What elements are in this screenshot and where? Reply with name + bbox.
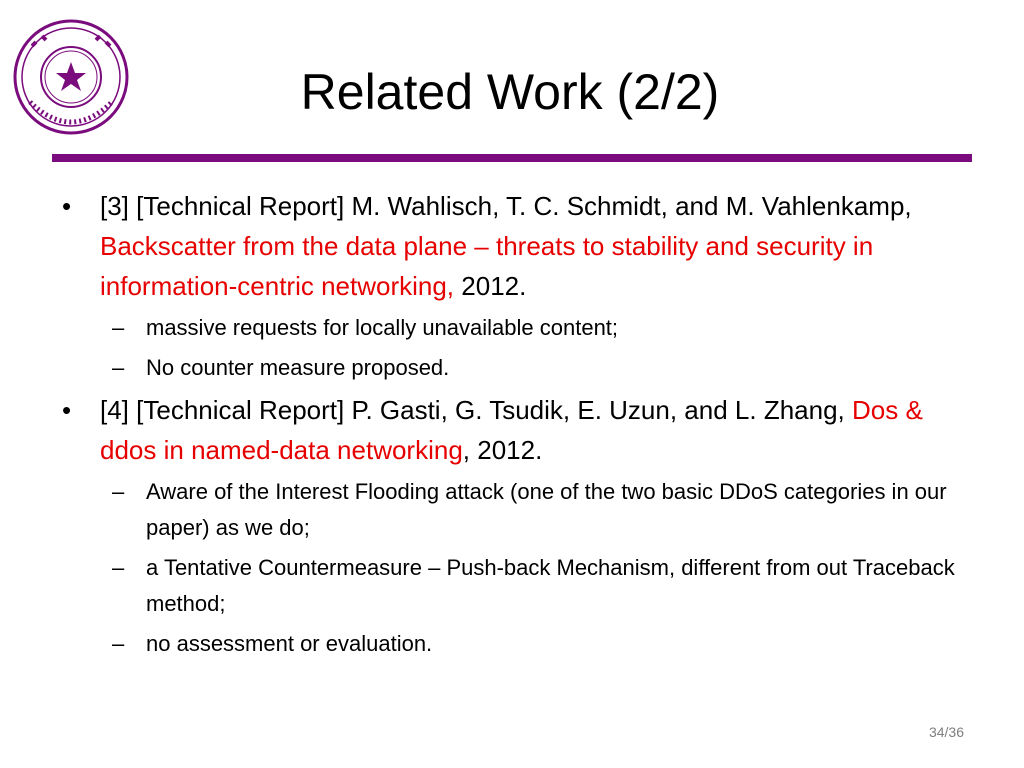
bullet-marker: • (62, 191, 72, 221)
sub-bullet-item (62, 310, 982, 346)
dash-marker: – (112, 555, 125, 580)
dash-marker: – (112, 479, 125, 504)
sub-bullet-text: no assessment or evaluation. (146, 631, 433, 656)
slide-body (62, 186, 982, 666)
sub-bullet-item (62, 626, 982, 662)
dash-marker: – (112, 315, 125, 340)
sub-bullet-text: No counter measure proposed. (146, 355, 450, 380)
sub-bullet-text: massive requests for locally unavailable content; (146, 315, 619, 340)
bullet-item (62, 186, 982, 306)
sub-bullet-text: Aware of the Interest Flooding attack (one of the two basic DDoS categories in our paper) as we do; (146, 479, 947, 540)
sub-bullet-item (62, 350, 982, 386)
dash-marker: – (112, 631, 125, 656)
citation-title: Backscatter from the data plane – threats to stability and security in information-centric networking, (100, 231, 874, 301)
sub-bullet-item (62, 474, 982, 546)
citation-year: , 2012. (462, 435, 543, 465)
tsinghua-university-seal-icon (12, 18, 130, 136)
title-divider (52, 154, 972, 162)
bullet-item (62, 390, 982, 470)
citation-text: [3] [Technical Report] M. Wahlisch, T. C. Schmidt, and M. Vahlenkamp, (100, 191, 912, 221)
bullet-marker: • (62, 395, 72, 425)
sub-bullet-item (62, 550, 982, 622)
page-number: 34/36 (928, 724, 964, 740)
citation-year: 2012. (454, 271, 527, 301)
dash-marker: – (112, 355, 125, 380)
slide-title: Related Work (2/2) (300, 64, 720, 120)
sub-bullet-text: a Tentative Countermeasure – Push-back Mechanism, different from out Traceback method; (146, 555, 955, 616)
citation-text: [4] [Technical Report] P. Gasti, G. Tsudik, E. Uzun, and L. Zhang, (100, 395, 852, 425)
citation-title: Dos & ddos in named-data networking (100, 395, 923, 465)
